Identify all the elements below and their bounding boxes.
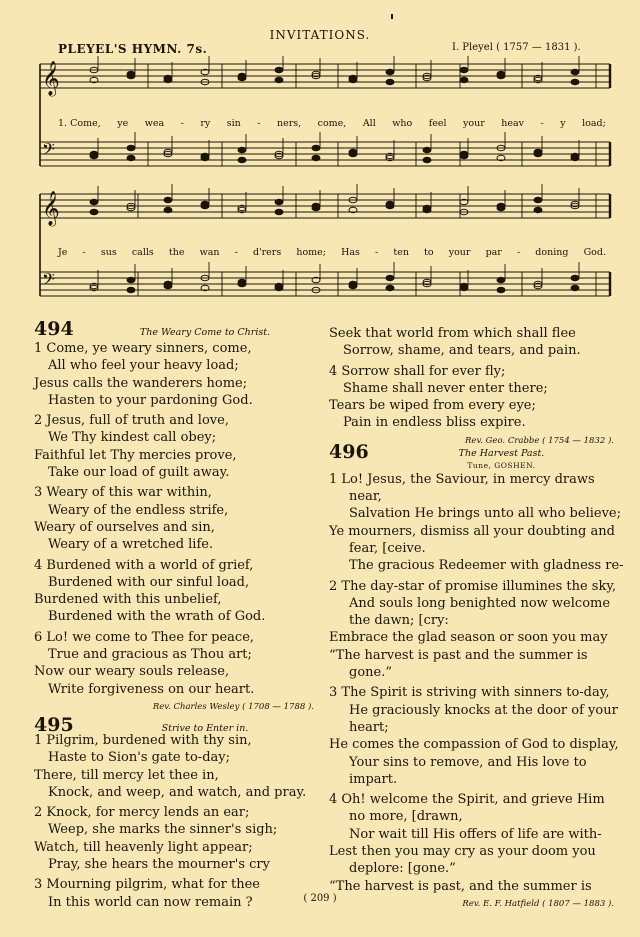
- stanza: [329, 791, 614, 895]
- verse-line: Burdened with our sinful load,: [48, 574, 250, 590]
- verse-line: near,: [349, 489, 382, 505]
- lyric-syllable: -: [375, 247, 379, 258]
- stanza: [34, 732, 314, 801]
- lyric-syllable: -: [180, 118, 184, 129]
- note-head: [127, 155, 135, 161]
- lyric-syllable: -: [82, 247, 86, 258]
- sheet-music: [36, 56, 616, 316]
- verse-line: In this world can now remain ?: [48, 894, 253, 910]
- verse-line: Jesus calls the wanderers home;: [34, 375, 248, 391]
- verse-line: gone.”: [349, 665, 392, 681]
- page-number: ( 209 ): [303, 893, 337, 904]
- lyric-syllable: Je: [58, 247, 68, 258]
- verse-line: Burdened with this unbelief,: [34, 592, 222, 608]
- lyric-syllable: sin: [226, 118, 241, 129]
- note-head: [127, 287, 135, 293]
- hymn-495-continued: [329, 325, 614, 432]
- bass-clef-icon: 𝄢: [42, 139, 55, 163]
- verse-line: And souls long benighted now welcome: [349, 595, 611, 611]
- lyric-syllable: doning: [535, 247, 569, 258]
- note-head: [534, 197, 542, 203]
- verse-line: 3 Weary of this war within,: [34, 485, 212, 501]
- note-head: [349, 77, 357, 83]
- lyric-syllable: come,: [317, 118, 347, 129]
- note-head: [275, 67, 283, 73]
- verse-line: Watch, till heavenly light appear;: [34, 839, 253, 855]
- hymn-496-text: [329, 471, 624, 895]
- verse-line: “The harvest is past, and the summer is: [329, 878, 592, 894]
- lyric-syllable: your: [463, 118, 485, 129]
- verse-line: He graciously knocks at the door of your: [349, 702, 618, 718]
- lyric-syllable: heav: [501, 118, 525, 129]
- note-head: [460, 285, 468, 291]
- note-head: [423, 207, 431, 213]
- hymn-496-attribution: Rev. E. F. Hatfield ( 1807 — 1883 ).: [462, 898, 614, 909]
- note-head: [571, 155, 579, 161]
- lyric-syllable: wea: [144, 118, 165, 129]
- note-head: [497, 287, 505, 293]
- lyric-syllable: -: [540, 118, 544, 129]
- note-head: [460, 77, 468, 83]
- verse-line: Knock, and weep, and watch, and pray.: [48, 784, 307, 800]
- verse-line: 2 The day-star of promise illumines the sky,: [329, 578, 617, 594]
- verse-line: 1 Pilgrim, burdened with thy sin,: [34, 732, 252, 748]
- lyric-syllable: sus: [100, 247, 117, 258]
- note-head: [312, 155, 320, 161]
- verse-line: no more, [drawn,: [349, 809, 463, 825]
- stanza: [34, 804, 314, 873]
- hymn-494-title: The Weary Come to Christ.: [139, 327, 271, 338]
- note-head: [349, 151, 357, 157]
- verse-line: Lest then you may cry as your doom you: [329, 844, 596, 860]
- verse-line: 6 Lo! we come to Thee for peace,: [34, 629, 255, 645]
- verse-line: Your sins to remove, and His love to: [349, 754, 587, 770]
- verse-line: 2 Jesus, full of truth and love,: [34, 413, 229, 429]
- hymn-495-text: [34, 732, 314, 911]
- note-head: [90, 153, 98, 159]
- right-column: [329, 325, 624, 911]
- note-head: [164, 77, 172, 83]
- note-head: [386, 69, 394, 75]
- lyric-syllable: -: [257, 118, 261, 129]
- note-head: [275, 199, 283, 205]
- stanza: [34, 340, 314, 409]
- note-head: [90, 209, 98, 215]
- note-head: [571, 69, 579, 75]
- lyric-syllable: 1. Come,: [58, 118, 101, 129]
- verse-line: He comes the compassion of God to display,: [329, 737, 619, 753]
- tune-composer: I. Pleyel ( 1757 — 1831 ).: [452, 42, 581, 53]
- hymn-496-tune: Tune, GOSHEN.: [467, 460, 536, 470]
- verse-line: Weary of a wretched life.: [48, 537, 214, 553]
- lyric-syllable: ye: [117, 118, 129, 129]
- lyric-syllable: All: [362, 118, 376, 129]
- note-head: [164, 197, 172, 203]
- note-head: [127, 145, 135, 151]
- note-head: [423, 157, 431, 163]
- hymn-495-number: 495: [34, 713, 74, 736]
- stanza: [329, 684, 619, 788]
- verse-line: Embrace the glad season or soon you may: [329, 630, 608, 646]
- verse-line: There, till mercy let thee in,: [34, 767, 219, 783]
- verse-line: impart.: [349, 771, 398, 787]
- verse-line: Faithful let Thy mercies prove,: [34, 447, 237, 463]
- hymn-494-text: [34, 340, 314, 698]
- note-head: [386, 79, 394, 85]
- lyric-syllable: load;: [582, 118, 606, 129]
- note-head: [238, 147, 246, 153]
- verse-line: Pray, she hears the mourner's cry: [48, 857, 270, 873]
- stanza: [329, 471, 624, 575]
- note-head: [164, 283, 172, 289]
- verse-line: 3 Mourning pilgrim, what for thee: [34, 877, 260, 893]
- note-head: [534, 151, 542, 157]
- hymn-494-attribution: Rev. Charles Wesley ( 1708 — 1788 ).: [152, 701, 314, 712]
- hymn-495-header: [34, 713, 314, 736]
- treble-clef-icon: 𝄞: [42, 61, 60, 96]
- lyric-syllable: who: [392, 118, 413, 129]
- lyric-syllable: to: [424, 247, 434, 258]
- note-head: [238, 75, 246, 81]
- lyric-syllable: ten: [393, 247, 409, 258]
- verse-line: heart;: [349, 719, 389, 735]
- stanza: [34, 629, 314, 698]
- treble-clef-icon: 𝄞: [42, 191, 60, 226]
- note-head: [386, 285, 394, 291]
- note-head: [275, 285, 283, 291]
- note-head: [460, 67, 468, 73]
- stanza: [329, 578, 617, 682]
- lyric-syllable: home;: [296, 247, 326, 258]
- verse-line: Nor wait till His offers of life are with-: [349, 826, 602, 842]
- verse-line: the dawn; [cry:: [349, 613, 449, 629]
- note-head: [497, 277, 505, 283]
- hymn-494-number: 494: [34, 318, 74, 340]
- stanza: [329, 363, 614, 432]
- running-head: INVITATIONS.: [269, 28, 371, 42]
- hymn-494-header: [34, 318, 314, 340]
- verse-line: Weary of ourselves and sin,: [34, 519, 215, 535]
- verse-line: “The harvest is past and the summer is: [329, 647, 588, 663]
- verse-line: Pain in endless bliss expire.: [343, 415, 526, 431]
- note-head: [423, 147, 431, 153]
- hymn-496-number: 496: [329, 440, 369, 463]
- note-head: [571, 275, 579, 281]
- verse-line: Weep, she marks the sinner's sigh;: [48, 822, 278, 838]
- note-head: [497, 73, 505, 79]
- note-head: [238, 157, 246, 163]
- verse-line: 4 Sorrow shall for ever fly;: [329, 363, 506, 379]
- verse-line: 1 Lo! Jesus, the Saviour, in mercy draws: [329, 471, 595, 487]
- stanza: [34, 557, 314, 626]
- verse-line: Haste to Sion's gate to-day;: [48, 750, 230, 766]
- note-head: [275, 209, 283, 215]
- lyric-syllable: y: [560, 118, 566, 129]
- note-head: [90, 199, 98, 205]
- left-column: [34, 318, 314, 914]
- verse-line: 4 Oh! welcome the Spirit, and grieve Him: [329, 792, 605, 808]
- lyric-syllable: ners,: [276, 118, 302, 129]
- verse-line: True and gracious as Thou art;: [48, 647, 252, 663]
- hymn-495-title: Strive to Enter in.: [161, 722, 249, 734]
- verse-line: Take our load of guilt away.: [48, 465, 230, 481]
- note-head: [571, 79, 579, 85]
- note-head: [534, 207, 542, 213]
- verse-line: All who feel your heavy load;: [48, 358, 239, 374]
- note-head: [201, 155, 209, 161]
- verse-line: Ye mourners, dismiss all your doubting and: [329, 523, 615, 539]
- lyric-syllable: Has: [341, 247, 360, 258]
- hymn-496-header: [329, 435, 614, 471]
- verse-line: 2 Knock, for mercy lends an ear;: [34, 805, 250, 821]
- stanza: [34, 484, 314, 553]
- verse-line: The gracious Redeemer with gladness re-: [349, 558, 624, 574]
- hymn-496-title: The Harvest Past.: [458, 447, 545, 459]
- note-head: [349, 283, 357, 289]
- verse-line: Burdened with the wrath of God.: [48, 609, 266, 625]
- lyric-syllable: feel: [428, 118, 447, 129]
- verse-line: Salvation He brings unto all who believe;: [349, 506, 622, 522]
- hymn-496-meta: [389, 435, 614, 471]
- lyric-syllable: the: [168, 247, 185, 258]
- verse-line: Sorrow, shame, and tears, and pain.: [343, 343, 581, 359]
- note-head: [312, 145, 320, 151]
- hymn-496-author: Rev. Geo. Crabbe ( 1754 — 1832 ).: [465, 435, 614, 446]
- note-head: [164, 207, 172, 213]
- lyrics-line-1: [58, 118, 606, 129]
- note-head: [127, 73, 135, 79]
- verse-line: We Thy kindest call obey;: [48, 430, 217, 446]
- note-head: [460, 153, 468, 159]
- note-head: [571, 285, 579, 291]
- lyric-syllable: -: [516, 247, 521, 258]
- lyric-syllable: ry: [200, 118, 211, 129]
- verse-line: Weary of the endless strife,: [48, 502, 229, 518]
- lyric-syllable: wan: [199, 247, 220, 258]
- note-head: [238, 281, 246, 287]
- lyrics-line-2: [58, 247, 606, 258]
- verse-line: fear, [ceive.: [349, 540, 426, 556]
- bass-clef-icon: 𝄢: [42, 269, 55, 293]
- verse-line: 4 Burdened with a world of grief,: [34, 557, 254, 573]
- verse-line: Hasten to your pardoning God.: [48, 392, 253, 408]
- stanza: [34, 412, 314, 481]
- lyric-syllable: -: [234, 247, 238, 258]
- tune-name: PLEYEL'S HYMN. 7s.: [58, 42, 208, 56]
- verse-line: Now our weary souls release,: [34, 664, 230, 680]
- verse-line: Write forgiveness on our heart.: [48, 681, 255, 697]
- note-head: [312, 205, 320, 211]
- note-head: [386, 275, 394, 281]
- lyric-syllable: God.: [583, 247, 606, 258]
- note-head: [127, 277, 135, 283]
- print-mark: [391, 14, 393, 19]
- note-head: [386, 203, 394, 209]
- stanza: [329, 325, 614, 360]
- note-head: [275, 77, 283, 83]
- lyric-syllable: par: [485, 247, 502, 258]
- note-head: [201, 203, 209, 209]
- verse-line: 3 The Spirit is striving with sinners to-day,: [329, 685, 610, 701]
- verse-line: deplore: [gone.”: [349, 861, 456, 877]
- verse-line: Seek that world from which shall flee: [329, 326, 576, 341]
- note-head: [497, 205, 505, 211]
- verse-line: Shame shall never enter there;: [343, 380, 548, 396]
- verse-line: 1 Come, ye weary sinners, come,: [34, 341, 252, 356]
- lyric-syllable: calls: [131, 247, 154, 258]
- verse-line: Tears be wiped from every eye;: [329, 398, 536, 414]
- lyric-syllable: your: [448, 247, 471, 258]
- lyric-syllable: d'rers: [252, 247, 282, 258]
